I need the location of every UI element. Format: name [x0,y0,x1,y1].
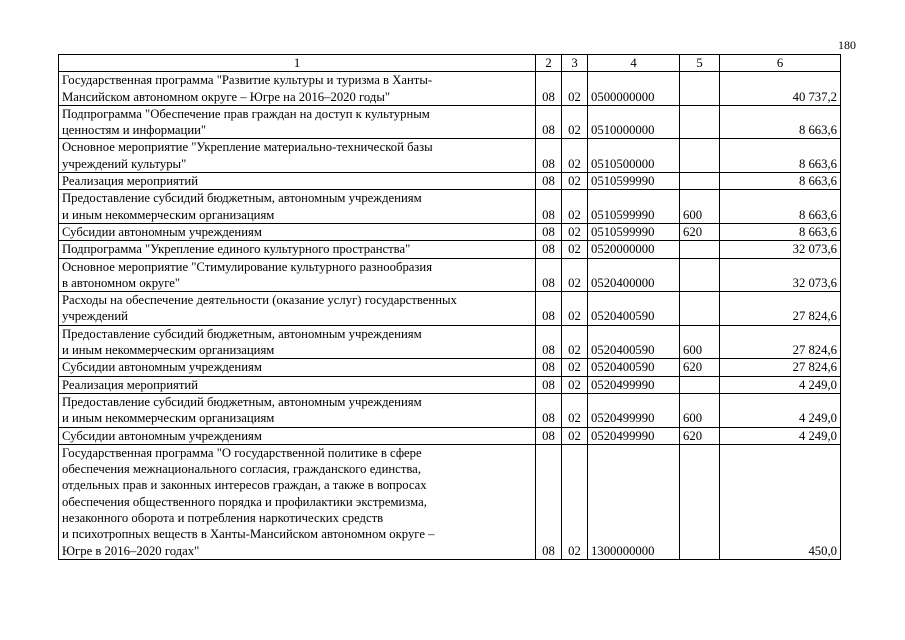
amount: 27 824,6 [720,359,841,376]
header-col-2: 2 [536,55,562,72]
subsection-code: 02 [562,376,588,393]
table-row [59,393,841,427]
amount: 4 249,0 [720,393,841,427]
item-name: Подпрограмма "Обеспечение прав граждан на доступ к культурным ценностям и информации" [59,105,536,139]
section-code: 08 [536,359,562,376]
expense-type-code [680,173,720,190]
target-article-code: 0520499990 [588,393,680,427]
item-name: Подпрограмма "Укрепление единого культурного пространства" [59,241,536,258]
header-col-4: 4 [588,55,680,72]
amount: 4 249,0 [720,376,841,393]
amount: 32 073,6 [720,241,841,258]
header-col-3: 3 [562,55,588,72]
table-row [59,325,841,359]
expense-type-code [680,444,720,559]
expense-type-code: 600 [680,393,720,427]
amount: 8 663,6 [720,223,841,240]
section-code: 08 [536,376,562,393]
amount: 27 824,6 [720,325,841,359]
expense-type-code [680,72,720,106]
target-article-code: 0510599990 [588,223,680,240]
item-name: Субсидии автономным учреждениям [59,223,536,240]
subsection-code: 02 [562,241,588,258]
table-row [59,241,841,258]
subsection-code: 02 [562,223,588,240]
amount: 4 249,0 [720,427,841,444]
amount: 450,0 [720,444,841,559]
item-name: Расходы на обеспечение деятельности (оказание услуг) государственных учреждений [59,292,536,326]
subsection-code: 02 [562,72,588,106]
table-row [59,258,841,292]
table-row [59,173,841,190]
section-code: 08 [536,393,562,427]
table-body [59,72,841,560]
item-name: Предоставление субсидий бюджетным, автономным учреждениям и иным некоммерческим организациям [59,190,536,224]
table-row [59,427,841,444]
section-code: 08 [536,139,562,173]
section-code: 08 [536,72,562,106]
table-row [59,292,841,326]
target-article-code: 0520000000 [588,241,680,258]
expense-type-code [680,258,720,292]
expense-type-code: 620 [680,223,720,240]
table-row [59,139,841,173]
target-article-code: 0520499990 [588,376,680,393]
table-row [59,105,841,139]
amount: 8 663,6 [720,190,841,224]
header-col-5: 5 [680,55,720,72]
amount: 8 663,6 [720,105,841,139]
header-col-6: 6 [720,55,841,72]
amount: 32 073,6 [720,258,841,292]
target-article-code: 0510599990 [588,173,680,190]
page-number: 180 [838,38,856,52]
amount: 8 663,6 [720,173,841,190]
section-code: 08 [536,292,562,326]
expense-type-code: 600 [680,190,720,224]
expense-type-code [680,241,720,258]
item-name: Предоставление субсидий бюджетным, автономным учреждениям и иным некоммерческим организациям [59,325,536,359]
target-article-code: 0520499990 [588,427,680,444]
table-row [59,190,841,224]
header-row [59,55,841,72]
table-header [59,55,841,72]
subsection-code: 02 [562,444,588,559]
subsection-code: 02 [562,258,588,292]
section-code: 08 [536,241,562,258]
amount: 27 824,6 [720,292,841,326]
item-name: Государственная программа "Развитие культуры и туризма в Ханты- Мансийском автономном округе – Югре на 2016–2020 годы" [59,72,536,106]
table-row [59,376,841,393]
section-code: 08 [536,173,562,190]
table-row [59,444,841,559]
target-article-code: 1300000000 [588,444,680,559]
expense-type-code [680,292,720,326]
item-name: Субсидии автономным учреждениям [59,359,536,376]
target-article-code: 0500000000 [588,72,680,106]
subsection-code: 02 [562,173,588,190]
header-col-1: 1 [59,55,536,72]
section-code: 08 [536,258,562,292]
target-article-code: 0510599990 [588,190,680,224]
target-article-code: 0510500000 [588,139,680,173]
section-code: 08 [536,190,562,224]
subsection-code: 02 [562,105,588,139]
target-article-code: 0520400590 [588,292,680,326]
amount: 8 663,6 [720,139,841,173]
subsection-code: 02 [562,325,588,359]
expense-type-code: 600 [680,325,720,359]
target-article-code: 0520400590 [588,325,680,359]
table-row [59,223,841,240]
subsection-code: 02 [562,427,588,444]
section-code: 08 [536,105,562,139]
subsection-code: 02 [562,359,588,376]
amount: 40 737,2 [720,72,841,106]
item-name: Основное мероприятие "Стимулирование культурного разнообразия в автономном округе" [59,258,536,292]
subsection-code: 02 [562,393,588,427]
table-row [59,359,841,376]
target-article-code: 0520400590 [588,359,680,376]
target-article-code: 0520400000 [588,258,680,292]
subsection-code: 02 [562,292,588,326]
section-code: 08 [536,223,562,240]
section-code: 08 [536,427,562,444]
subsection-code: 02 [562,190,588,224]
expense-type-code [680,105,720,139]
expense-type-code: 620 [680,427,720,444]
item-name: Государственная программа "О государственной политике в сфере обеспечения межнационального согласия, гражданского единства, отдельных прав и законных интересов граждан, а также в вопросах обеспечения общественного порядка и профилактики экстремизма, незаконного оборота и потребления наркотических средств и психотропных веществ в Ханты-Мансийском автономном округе – Югре в 2016–2020 годах" [59,444,536,559]
section-code: 08 [536,444,562,559]
target-article-code: 0510000000 [588,105,680,139]
item-name: Предоставление субсидий бюджетным, автономным учреждениям и иным некоммерческим организациям [59,393,536,427]
table-row [59,72,841,106]
item-name: Реализация мероприятий [59,376,536,393]
expense-type-code: 620 [680,359,720,376]
subsection-code: 02 [562,139,588,173]
item-name: Основное мероприятие "Укрепление материально-технической базы учреждений культуры" [59,139,536,173]
expense-type-code [680,139,720,173]
item-name: Субсидии автономным учреждениям [59,427,536,444]
expense-type-code [680,376,720,393]
budget-table [58,54,841,560]
item-name: Реализация мероприятий [59,173,536,190]
section-code: 08 [536,325,562,359]
